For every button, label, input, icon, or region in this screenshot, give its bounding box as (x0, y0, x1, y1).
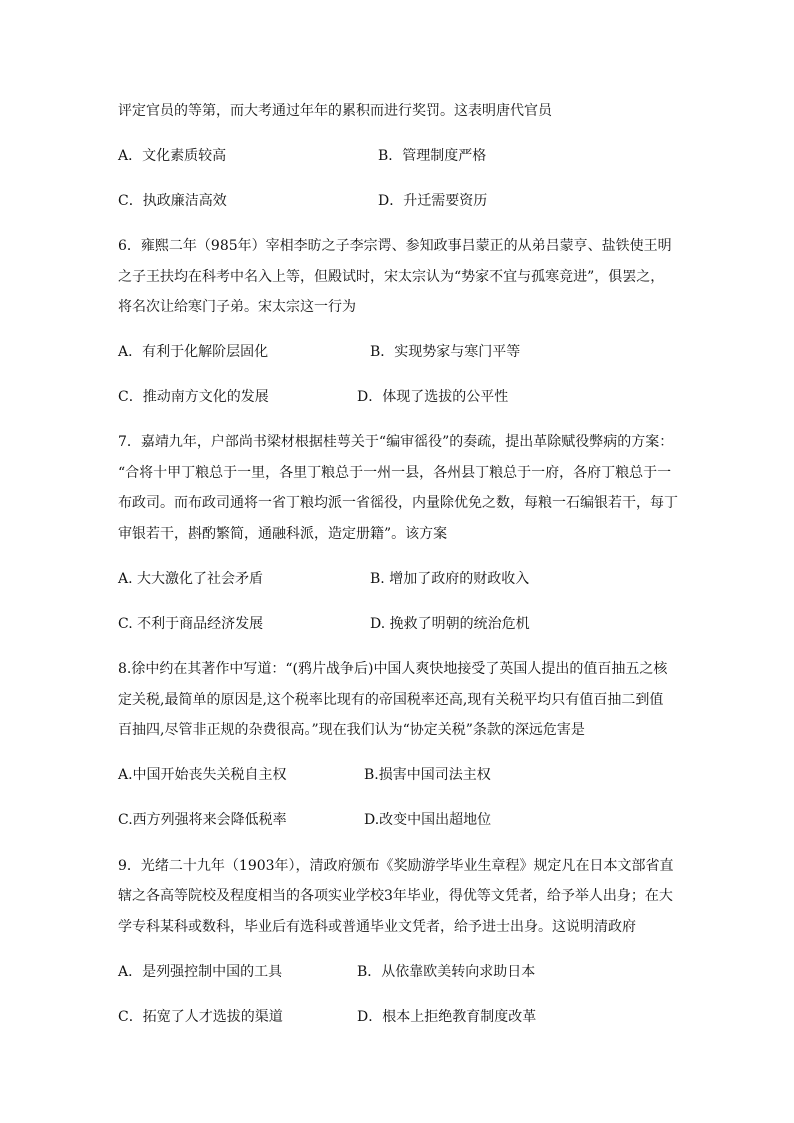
q5-option-a: A．文化素质较高 (118, 148, 227, 164)
q9-option-c: C．拓宽了人才选拔的渠道 (118, 1009, 283, 1025)
q8-option-c: C.西方列强将来会降低税率 (118, 812, 287, 828)
q7-option-a: A. 大大激化了社会矛盾 (118, 571, 264, 587)
q7-option-b: B. 增加了政府的财政收入 (370, 571, 530, 587)
q6-option-a: A．有利于化解阶层固化 (118, 344, 269, 360)
q6-option-d: D．体现了选拔的公平性 (357, 389, 509, 405)
q5-option-b: B．管理制度严格 (378, 148, 487, 164)
q6-option-c: C．推动南方文化的发展 (118, 389, 269, 405)
q6-stem-line-2: 之子王扶均在科考中名入上等，但殿试时，宋太宗认为“势家不宜与孤寒竞进”，俱罢之， (118, 269, 665, 285)
q9-stem-line-1: 9．光绪二十九年（1903年），清政府颁布《奖励游学毕业生章程》规定凡在日本文部省直 (118, 858, 674, 874)
q7-stem-line-2: “合将十甲丁粮总于一里，各里丁粮总于一州一县，各州县丁粮总于一府，各府丁粮总于一 (118, 465, 672, 481)
q8-stem-line-3: 百抽四,尽管非正规的杂费很高。”现在我们认为“协定关税”条款的深远危害是 (118, 722, 585, 738)
q9-stem-line-2: 辖之各高等院校及程度相当的各项实业学校3年毕业，得优等文凭者，给予举人出身；在大 (118, 888, 673, 904)
q6-option-b: B．实现势家与寒门平等 (370, 344, 521, 360)
q6-stem-line-3: 将名次让给寒门子弟。宋太宗这一行为 (118, 299, 356, 315)
q5-option-c: C．执政廉洁高效 (118, 193, 227, 209)
q5-stem-line: 评定官员的等第，而大考通过年年的累积而进行奖罚。这表明唐代官员 (118, 103, 552, 119)
q7-stem-line-4: 审银若干，斟酌繁简，通融科派，造定册籍”。该方案 (118, 526, 448, 542)
q9-option-a: A．是列强控制中国的工具 (118, 964, 283, 980)
q5-option-d: D．升迁需要资历 (378, 193, 488, 209)
q6-stem-line-1: 6．雍熙二年（985年）宰相李昉之子李宗谔、参知政事吕蒙正的从弟吕蒙亨、盐铁使王明 (118, 238, 672, 254)
q7-stem-line-3: 布政司。而布政司通将一省丁粮均派一省徭役，内量除优免之数，每粮一石编银若干，每丁 (118, 495, 678, 511)
q8-stem-line-1: 8.徐中约在其著作中写道：“(鸦片战争后)中国人爽快地接受了英国人提出的值百抽五之核 (118, 661, 668, 677)
q7-option-c: C. 不利于商品经济发展 (118, 616, 264, 632)
q9-option-d: D．根本上拒绝教育制度改革 (357, 1009, 537, 1025)
q7-stem-line-1: 7．嘉靖九年，户部尚书梁材根据桂萼关于“编审徭役”的奏疏，提出革除赋役弊病的方案： (118, 434, 674, 450)
q8-stem-line-2: 定关税,最简单的原因是,这个税率比现有的帝国税率还高,现有关税平均只有值百抽二到值 (118, 692, 664, 708)
q9-option-b: B．从依靠欧美转向求助日本 (357, 964, 536, 980)
q8-option-b: B.损害中国司法主权 (364, 767, 491, 783)
q8-option-a: A.中国开始丧失关税自主权 (118, 767, 287, 783)
q9-stem-line-3: 学专科某科或数科，毕业后有选科或普通毕业文凭者，给予进士出身。这说明清政府 (118, 919, 636, 935)
q7-option-d: D. 挽救了明朝的统治危机 (370, 616, 530, 632)
q8-option-d: D.改变中国出超地位 (364, 812, 492, 828)
